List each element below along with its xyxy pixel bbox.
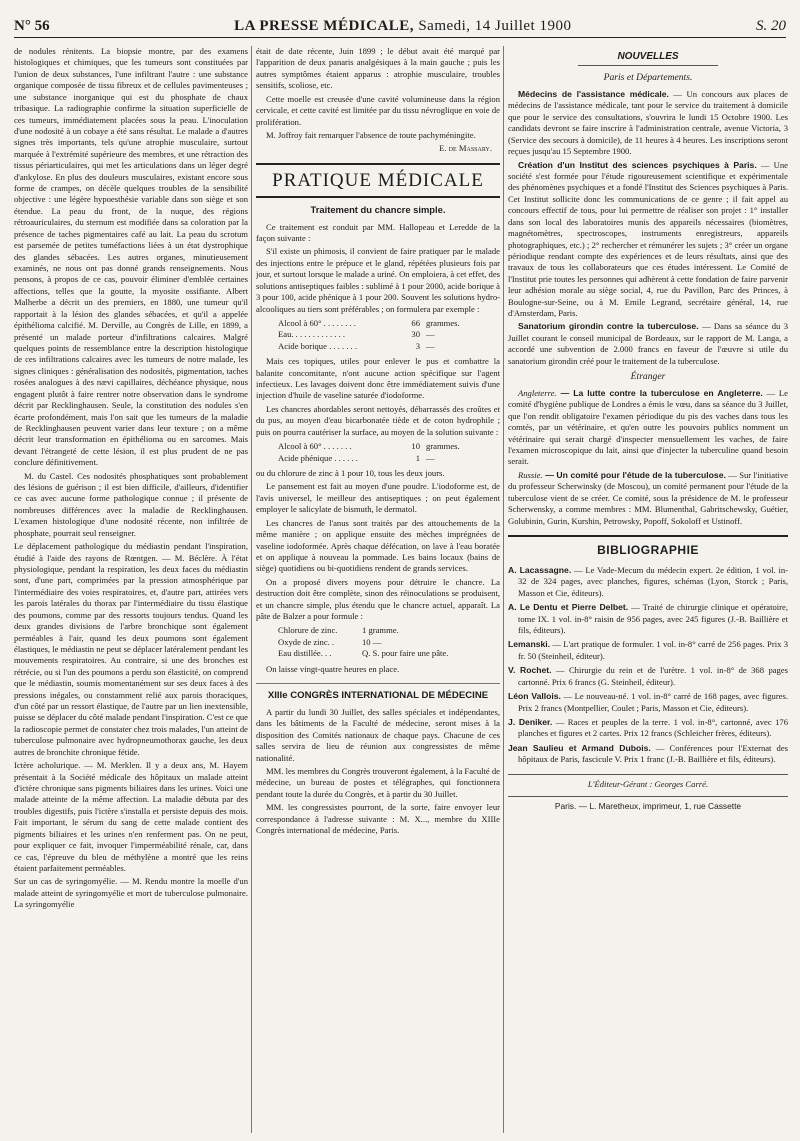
paragraph: M. Joffroy fait remarquer l'absence de toute pachyméningite.: [266, 129, 476, 140]
subsection-title: Étranger: [630, 371, 666, 383]
book-details: — Conférences pour l'Externat des hôpitaux de Paris, fascicule V. Prix 1 franc (J.-B. Baillière et fils, éditeurs).: [518, 742, 788, 765]
news-item: [508, 388, 788, 468]
formula-ingredient: Oxyde de zinc. .: [278, 636, 335, 647]
formula-ingredient: Alcool à 60° . . . . . . . .: [278, 317, 356, 328]
book-author: Léon Vallois.: [508, 691, 561, 702]
paragraph: Sur un cas de syringomyélie. — M. Rendu montre la moelle d'un malade atteint de syringomyélie et mort de tuberculose pulmonaire. La syringomyélie: [14, 876, 248, 910]
formula-qty: 1 gramme.: [362, 625, 399, 636]
book-author: J. Deniker.: [508, 717, 553, 727]
journal-title: [234, 18, 571, 35]
formula-qty: 10: [411, 441, 420, 452]
subsection-title: Paris et Départements.: [603, 72, 693, 84]
paragraph: Cette moelle est creusée d'une cavité volumineuse dans la région cervicale, et cette cavité est limitée par du tissu névroglique en voie de prolifération.: [256, 93, 500, 127]
paragraph: Les chancres abordables seront nettoyés, débarrassés des croûtes et du pus, au moyen d'eau bicarbonatée tiède et de coton hydrophile ; puis on pourra cautériser la surface, au moyen de la solution suivante :: [256, 403, 500, 437]
page-header: [14, 12, 786, 38]
formula-unit: grammes.: [426, 317, 460, 328]
section-title-congres: XIIIe CONGRÈS INTERNATIONAL DE MÉDECINE: [256, 683, 500, 703]
paragraph: de nodules rénitents. La biopsie montre, par des examens histologiques et chimiques, que les tumeurs sont constituées par l'union de deux substances, l'une infiltrant l'autre : une substance organique composée de tissu fibreux et de cellules pavimenteuses ; une substance inorganique qui est du phosphate de chaux tribasique. La radiographie confirme la situation superficielle de ces tumeurs, immédiatement placées sous la peau. L'inoculation d'une nodosité à un cobaye a été sans résultat. Le malade a d'autres signes très importants, tels qu'une atrophie musculaire, surtout marquée à l'extrémité supérieure des membres, et une rétraction des tissus périarticulaires, qui met les articulations dans un léger degré d'ankylose. En plus des douleurs musculaires, existant encore sous forme de crampes, on décèle quelques troubles de la sensibilité objective : une légère hypoesthésie variable dans son siège et son étendue. La peau du front, de la nuque, des régions rétroauriculaires, du sternum est modifiée dans sa coloration par la présence de taches pigmentaires café au lait. La peau du scrotum est parsemée de petites tuméfactions liées à un état dystrophique des glandes sébacées. Les autres organes, minutieusement examinés, ne nous ont pas donné grands renseignements. Nous pensons, à propos de ce cas, pouvoir éliminer d'emblée certaines affections, telles que la goutte, la myosite ossifiante. Albert Malherbe a décrit un des premiers, en 1880, une tumeur qu'il rapportait à la lésion des glandes sébacées, et qu'il a appelée épithélioma calcifié. M. Derville, au Congrès de Lille, en 1899, a présenté un malade porteur d'infiltrations calcaires. Malgré quelques points de ressemblance entre la description histologique de ces infiltrations calcaires avec les tumeurs de notre malade, les signes cliniques : généralisation des nodosités, pigmentation, taches rosées analogues à des nævi capillaires, déchéance physique, nous engagent plutôt à faire rentrer notre observation dans le syndrome décrit par Recklinghausen. Seule, la constitution des nodules s'en écarte profondément, mais l'on sait que les tumeurs de la maladie de Recklinghausen peuvent varier dans leur texture ; on a même décrit leur transformation en épithélioma ou en sarcomes. Mais devant l'étrangeté de cette lésion, il est plus prudent de ne pas conclure définitivement.: [14, 46, 248, 468]
book-author: V. Rochet.: [508, 665, 552, 676]
formula-ingredient: Eau. . . . . . . . . . . . .: [278, 329, 346, 340]
signature: E. de Massary.: [439, 143, 492, 154]
formula-ingredient: Chlorure de zinc.: [278, 625, 338, 636]
paragraph: Le déplacement pathologique du médiastin pendant l'inspiration, étudié à l'aide des rayons de Rœntgen. — M. Béclère. À l'état physiologique, pendant la respiration, les deux faces du médiastin sont, d'une part, comprimées par la pression atmosphérique par l'intermédiaire des voies respiratoires, et, d'autre part, attirées vers les parois latérales du thorax par l'intermédiaire du tissu élastique des poumons, comme par des ressorts toujours tendus. Quand les deux grandes divisions de l'arbre bronchique sont également perméables à l'air, quand les deux poumons sont également élastiques, le médiastin ne peut se déplacer latéralement pendant les mouvements respiratoires. Au contraire, si une des bronches est rétrécie, ou si l'un des poumons a perdu son élasticité, on comprend que le médiastin, soumis momentanément sur ses deux faces à des pressions inégales, ou constamment relié aux parois thoraciques, d'un côté par un ressort élastique, de l'autre par un lien inextensible, puisse se déplacer du côté malade pendant l'inspiration. C'est ce que la radioscopie permet de constater chez trois malades, l'un atteint de tuberculose pulmonaire avec hydropneumothorax gauche, les deux autres de bronchite chronique fétide.: [14, 541, 248, 757]
news-country: Angleterre.: [518, 387, 557, 398]
column-divider: [503, 46, 504, 1133]
formula-table: [256, 318, 500, 352]
paragraph: A partir du lundi 30 Juillet, des salles spéciales et indépendantes, dans les bâtiments de la Faculté de médecine, seront mises à la disposition des Comités nationaux de chaque pays. Chacune de ces salles servira de lieu de réunion aux congressistes de même nationalité.: [256, 706, 500, 763]
formula-table: [256, 625, 500, 659]
formula-qty: 10 —: [362, 636, 382, 647]
formula-ingredient: Alcool à 60° . . . . . . .: [278, 441, 352, 452]
issue-number: N° 56: [14, 18, 50, 34]
book-author: Jean Saulieu et Armand Dubois.: [508, 742, 651, 753]
formula-qty: 66: [411, 317, 420, 328]
section-title-bibliographie: BIBLIOGRAPHIE: [508, 535, 788, 559]
paragraph: était de date récente, Juin 1899 ; le début avait été marqué par l'apparition de deux panaris analgésiques à la main gauche ; puis les autres symptômes étaient apparus : atrophie musculaire, troubles sensitifs, scoliose, etc.: [256, 46, 500, 91]
paragraph: Mais ces topiques, utiles pour enlever le pus et combattre la balanite concomitante, n'ont aucune action spécifique sur l'agent infectieux. Les lavages doivent donc être immédiatement suivis d'une injection d'huile de vaseline saturée d'iodoforme.: [256, 356, 500, 401]
news-country: Russie.: [518, 469, 543, 480]
bibliography-entry: [508, 743, 788, 766]
paragraph: MM. les membres du Congrès trouveront également, à la Faculté de médecine, un bureau de postes et télégraphes, qui fonctionnera pendant toute la durée du Congrès, et à partir du 30 Juillet.: [256, 766, 500, 799]
news-headline: — La lutte contre la tuberculose en Angleterre.: [556, 387, 763, 398]
formula-qty: 1: [415, 452, 420, 463]
book-details: — Traité de chirurgie clinique et opératoire, tome IX. 1 vol. in-8° raisin de 956 pages, avec 245 figures (J.-B. Baillière et fils, éditeurs).: [518, 602, 788, 636]
paragraph: S'il existe un phimosis, il convient de faire pratiquer par le malade des injections entre le prépuce et le gland, répétées plusieurs fois par jour, et surtout lorsque le malade a uriné. On emploiera, à cet effet, des solutions antiseptiques faibles : sublimé à 1 pour 2000, acide borique à 3 pour 100, acide phénique à 1 pour 200. Souvent les solutions hydro-alcooliques au tiers sont préférables ; on formulera par exemple :: [256, 246, 500, 314]
paragraph: MM. les congressistes pourront, de la sorte, faire envoyer leur correspondance à l'adresse suivante : M. X..., membre du XIIIe Congrès international de médecine, Paris.: [256, 802, 500, 836]
editor-credit: L'Éditeur-Gérant : Georges Carré.: [508, 774, 788, 790]
journal-name: LA PRESSE MÉDICALE,: [234, 18, 415, 34]
formula-ingredient: Acide borique . . . . . . .: [278, 340, 357, 351]
page-number: S. 20: [755, 18, 786, 34]
paragraph: On a proposé divers moyens pour détruire le chancre. La destruction doit être complète, sinon des réinoculations se produisent, et un chancre simple, plus étendu que le chancre actuel, apparaît. La pâte de Balzer a pour formule :: [256, 576, 500, 622]
paragraph: Ictère acholurique. — M. Merklen. Il y a deux ans, M. Hayem présentait à la Société médicale des hôpitaux un malade atteint d'ictère chronique sans pigments biliaires dans les urines. Voici une malade atteinte de la même affection. La maladie débuta par des troubles digestifs, puis l'ictère s'installa et persiste depuis des mois. Fait important, le sérum du sang de cette malade contient des pigments biliaires et les urines n'en renferment pas. On ne peut, pour expliquer ce fait, invoquer l'imperméabilité rénale, car, dans ce cas, l'épreuve du bleu de méthylène a montré que les reins étaient parfaitement perméables.: [14, 760, 248, 873]
formula-unit: —: [426, 329, 435, 340]
news-text: — Dans sa séance du 3 Juillet courant le conseil municipal de Bordeaux, sur le rapport de M. Langa, a accordé une subvention de 2.000 francs en faveur de l'œuvre si utile du sanatorium girondin créé pour le traitement de la tuberculose.: [508, 321, 788, 366]
formula-table: [256, 441, 500, 464]
column-left: [14, 46, 248, 1133]
column-right: [508, 46, 788, 1133]
bibliography-entry: [508, 665, 788, 688]
book-details: — Le nouveau-né. 1 vol. in-8° carré de 168 pages, avec figures. Prix 2 francs (Montpellier, Coulet ; Paris, Masson et Cie, éditeurs).: [518, 691, 788, 713]
formula-qty: 30: [411, 329, 420, 340]
news-item: [508, 470, 788, 527]
formula-ingredient: Acide phénique . . . . . .: [278, 452, 358, 463]
book-author: A. Le Dentu et Pierre Delbet.: [508, 602, 629, 613]
column-middle: [256, 46, 500, 1133]
book-details: — Chirurgie du rein et de l'urètre. 1 vol. in-8° de 368 pages cartonné. Prix 6 francs (G. Steinheil, éditeur).: [518, 665, 788, 687]
printer-credit: Paris. — L. Maretheux, imprimeur, 1, rue Cassette: [508, 796, 788, 812]
news-item: [508, 321, 788, 367]
formula-ingredient: Eau distillée. . .: [278, 648, 332, 659]
formula-unit: grammes.: [426, 441, 460, 452]
news-item: [508, 89, 788, 158]
bibliography-entry: [508, 565, 788, 599]
paragraph: Les chancres de l'anus sont traités par des attouchements de la même manière ; on applique ensuite des mèches imprégnées de vaseline iodoformée. Après chaque défécation, on lave à l'eau boratée et on applique à nouveau la pommade. Les bains locaux (bains de siège) quotidiens ou bi-quotidiens rendent de grands services.: [256, 517, 500, 574]
news-headline: Création d'un Institut des sciences psychiques à Paris.: [518, 159, 757, 170]
news-headline: — Un comité pour l'étude de la tuberculose.: [542, 469, 726, 480]
column-divider: [251, 46, 252, 1133]
paragraph: Ce traitement est conduit par MM. Hallopeau et Leredde de la façon suivante :: [256, 221, 500, 243]
paragraph: On laisse vingt-quatre heures en place.: [266, 663, 400, 674]
issue-date: Samedi, 14 Juillet 1900: [414, 18, 572, 34]
bibliography-entry: [508, 717, 788, 740]
paragraph: M. du Castel. Ces nodosités phosphatiques sont probablement des lésions de guérison ; il est bien difficile, d'ailleurs, d'identifier ce cas avec aucune forme pathologique connue ; il présente de nombreuses différences avec la maladie de Recklinghausen. L'examen histologique d'une nodosité récente, non infiltrée de phosphate, pourrait seul renseigner.: [14, 470, 248, 538]
book-author: Lemanski.: [508, 639, 551, 650]
news-text: — Le comité d'hygiène publique de Londres a émis le vœu, dans sa séance du 3 Juillet, que l'on rendit obligatoire l'examen périodique du pis des vaches dans tous les comtés, par un vétérinaire, et qu'en outre les pouvoirs publics nomment un vétérinaire qui serait chargé d'inspecter mensuellement les vaches, de faire l'examen microscopique du lait, ainsi que d'injecter la tuberculine quand besoin serait.: [508, 387, 788, 467]
news-text: — Une société s'est formée pour l'étude rigoureusement scientifique et expérimentale des phénomènes psychiques et a fondé l'Institut des Sciences psychiques à Paris. Cet Institut sollicite donc les communications de ce genre ; il fait appel au concours effectif de tous, pour lui permettre de réaliser son projet : 1° installer dans son local des laboratoires munis des appareils nécessaires (biomètres, magnétomètres, spectroscopes, instruments enregistreurs, appareils photographiques, etc.) ; 2° rechercher et rémunérer les sujets ; 3° créer un organe périodique rendant compte des expériences et de leurs résultats, ainsi que des travaux de tous les collaborateurs que ces études intéressent. Le Comité de l'Institut prie toutes les personnes qui adhèrent à cette fondation de faire parvenir leur adhésion morale au siège social, 4, rue du Pavillon, Parc des Princes, à Boulogne-sur-Seine, ou à M. Emile Legrand, secrétaire général, 14, rue d'Amsterdam, Paris.: [508, 159, 788, 319]
news-headline: Médecins de l'assistance médicale.: [518, 89, 669, 100]
bibliography-entry: [508, 602, 788, 636]
bibliography-entry: [508, 639, 788, 662]
paragraph: Le pansement est fait au moyen d'une poudre. L'iodoforme est, de l'avis universel, le meilleur des antiseptiques ; on peut également employer le salicylate de bismuth, le dermatol.: [256, 481, 500, 515]
article-title: Traitement du chancre simple.: [310, 204, 446, 216]
news-text: — Un concours aux places de médecins de l'assistance médicale, tant pour le service du traitement à domicile que pour le service des consultations, s'ouvrira le lundi 15 Octobre 1900. Les candidats devront se faire inscrire à l'administration centrale, avenue Victoria, 3 (Service des secours à domicile), de 11 heures à 4 heures. Les inscriptions seront reçues jusqu'au 15 Septembre 1900.: [508, 89, 788, 157]
paragraph: ou du chlorure de zinc à 1 pour 10, tous les deux jours.: [256, 468, 445, 478]
formula-unit: —: [426, 340, 435, 351]
book-details: — L'art pratique de formuler. 1 vol. in-8° carré de 256 pages. Prix 3 fr. 50 (Steinheil, éditeur).: [518, 639, 788, 661]
bibliography-entry: [508, 691, 788, 714]
section-title-pratique: PRATIQUE MÉDICALE: [256, 163, 500, 198]
section-title-nouvelles: NOUVELLES: [578, 50, 718, 66]
book-details: — Le Vade-Mecum du médecin expert. 2e édition, 1 vol. in-32 de 324 pages, avec planches, figures, schémas (Lyon, Storck ; Paris, Masson et Cie, éditeurs).: [518, 564, 788, 598]
news-headline: Sanatorium girondin contre la tuberculose.: [518, 321, 699, 332]
book-details: — Races et peuples de la terre. 1 vol. in-8°, cartonné, avec 176 planches et figures et 2 cartes. Prix 12 francs (Schleicher frères, éditeurs).: [518, 717, 788, 739]
news-item: [508, 160, 788, 320]
formula-qty: 3: [415, 340, 420, 351]
formula-unit: —: [426, 452, 435, 463]
formula-qty: Q. S. pour faire une pâte.: [362, 648, 449, 659]
news-text: — Sur l'initiative du professeur Scherwinsky (de Moscou), un comité permanent pour l'étude de la tuberculose vient de se créer. Ce comité, sous la présidence de M. le professeur Scherwensky, a comme membres : MM. Blumenthal, Gabritschewsky, Guétier, Golubinin, Gurin, Kurshin, Petrowsky, Popoff, Sokoloff et Ustinoff.: [508, 469, 788, 526]
book-author: A. Lacassagne.: [508, 564, 572, 575]
